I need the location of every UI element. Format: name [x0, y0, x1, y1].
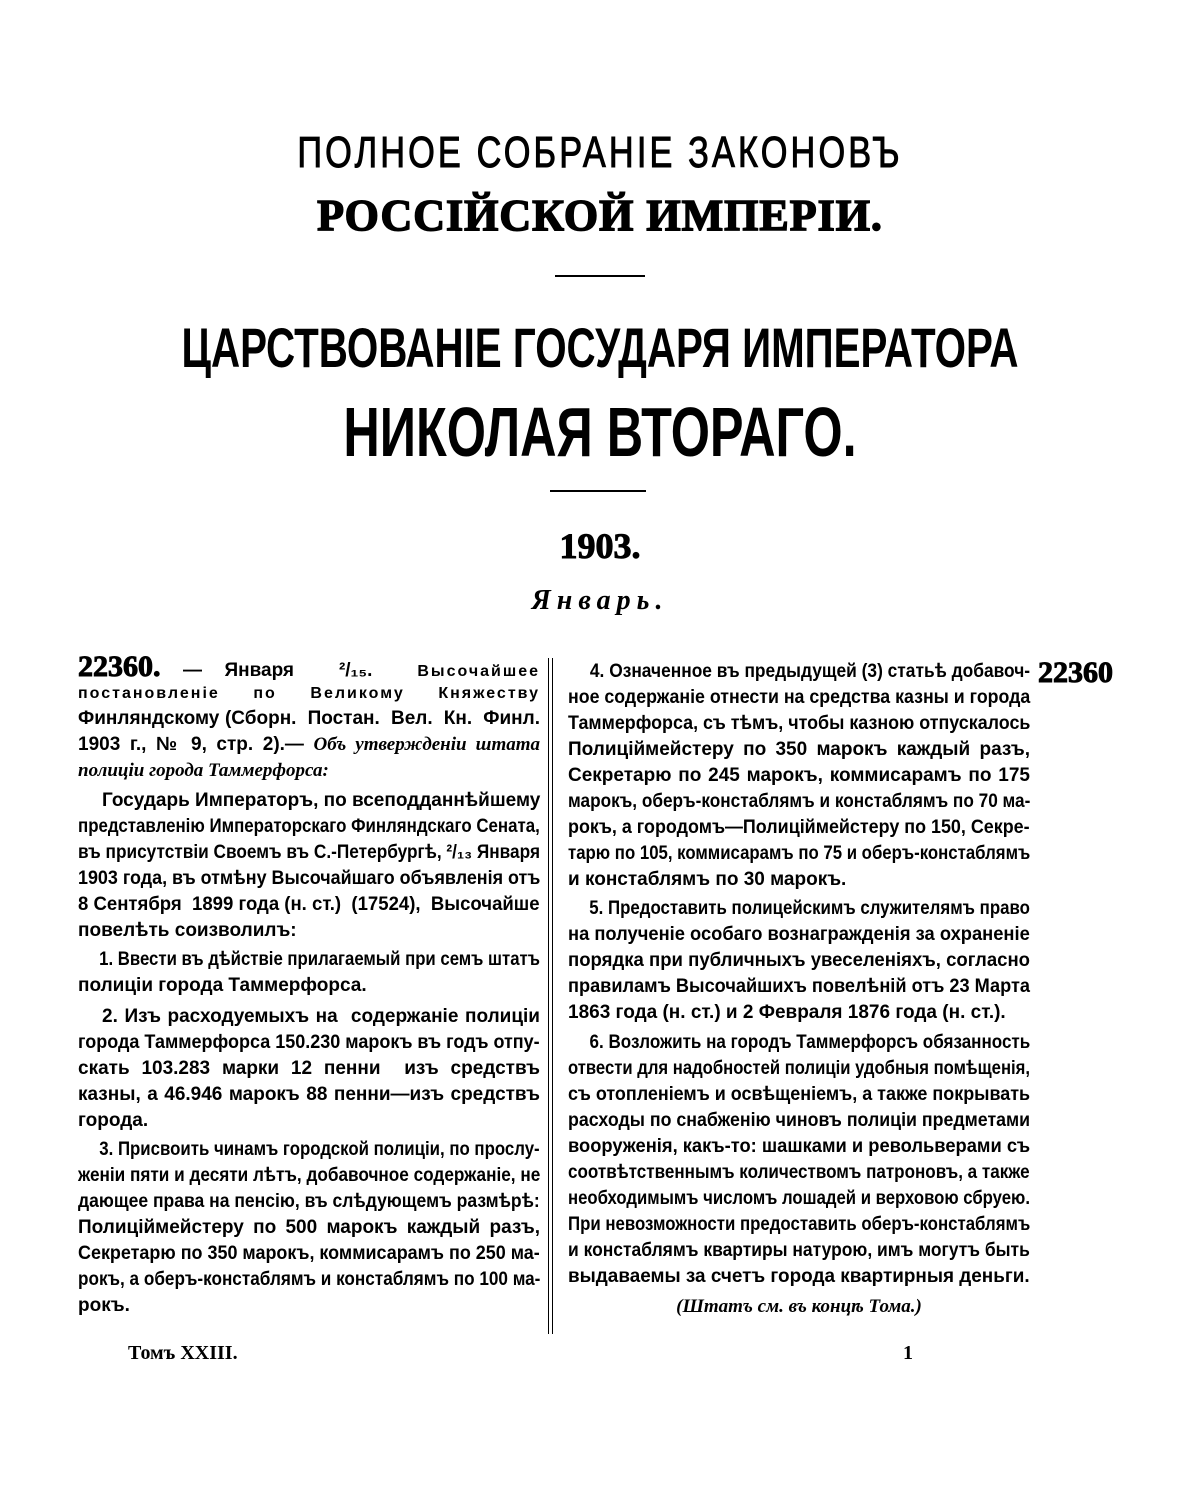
text-segment: ное содержаніе отнести на средства казны и города: [568, 687, 1031, 708]
text-segment: 6. Возложить на городъ Таммерфорсъ обязанность: [589, 1032, 1031, 1053]
text-segment: правиламъ Высочайшихъ повелѣній отъ 23 Марта: [568, 976, 1031, 997]
text-line: [568, 1160, 1030, 1186]
paragraph: [568, 659, 1030, 893]
text-segment: — Января ²/₁₅.: [160, 660, 418, 681]
text-segment: рокъ, а городомъ—Полиціймейстеру по 150, Секре-: [568, 817, 1030, 838]
text-segment: соотвѣтственнымъ количествомъ патроновъ, а также: [568, 1162, 1030, 1183]
paragraph: [78, 1137, 540, 1319]
text-line: [568, 1030, 1031, 1056]
text-line: [78, 892, 540, 918]
text-segment: 1863 года (н. ст.) и 2 Февраля 1876 года (н. ст.).: [568, 1002, 1006, 1023]
text-segment: казны, а 46.946 марокъ 88 пенни—изъ средствъ: [78, 1084, 540, 1105]
text-segment: 2. Изъ расходуемыхъ на содержаніе полиціи: [102, 1006, 540, 1027]
paragraph: [568, 896, 1030, 1026]
text-segment: 4. Означенное въ предыдущей (3) статьѣ добавоч-: [589, 661, 1031, 682]
text-segment: Государь Императоръ, по всеподданнѣйшему: [102, 790, 541, 811]
text-line: [78, 1030, 540, 1056]
text-line: [78, 758, 540, 784]
text-line: [568, 737, 1030, 763]
volume-label: Томъ XXIII.: [128, 1342, 238, 1364]
text-line: [78, 1189, 540, 1215]
text-line: [78, 947, 540, 973]
text-line: [568, 1108, 1031, 1134]
text-segment: 1903 года, въ отмѣну Высочайшаго объявленія отъ: [78, 868, 541, 889]
text-line: [568, 896, 1030, 922]
text-line: [568, 974, 1031, 1000]
law-number: 22360.: [78, 650, 161, 683]
text-line: [568, 1056, 1030, 1082]
text-segment: скать 103.283 марки 12 пенни изъ средствъ: [78, 1058, 540, 1079]
empire-title: РОССІЙСКОЙ ИМПЕРІИ.: [317, 191, 883, 240]
text-line: [78, 1137, 540, 1163]
text-segment: Таммерфорса, съ тѣмъ, чтобы казною отпускалось: [568, 713, 1031, 734]
text-line: [568, 815, 1030, 841]
text-segment: необходимымъ числомъ лошадей и верховою сбруею.: [568, 1188, 1030, 1209]
text-line: [78, 840, 541, 866]
text-line: [78, 680, 540, 706]
text-segment: 1. Ввести въ дѣйствіе прилагаемый при семъ штатъ: [99, 949, 540, 970]
text-segment: тарю по 105, коммисарамъ по 75 и оберъ-констаблямъ: [568, 843, 1031, 864]
text-line: [568, 789, 1031, 815]
text-line: [78, 1108, 540, 1134]
paragraph: [78, 947, 540, 999]
text-line: [78, 918, 540, 944]
text-line: [78, 814, 540, 840]
text-segment: полиціи города Таммерфорса:: [78, 760, 329, 781]
text-line: [568, 1134, 1031, 1160]
reign-title: ЦАРСТВОВАНІЕ ГОСУДАРЯ ИМПЕРАТОРА: [181, 316, 1019, 379]
text-line: [568, 841, 1031, 867]
text-segment: расходы по снабженію чиновъ полиціи предметами: [568, 1110, 1031, 1131]
text-line: [78, 706, 540, 732]
text-segment: постановленіе по Великому Княжеству: [78, 685, 540, 702]
text-line: [568, 1264, 1028, 1290]
text-line: [568, 867, 1030, 893]
text-segment: Секретарю по 350 марокъ, коммисарамъ по 250 ма-: [78, 1243, 540, 1264]
text-segment: порядка при публичныхъ увеселеніяхъ, согласно: [568, 950, 1031, 971]
text-segment: съ отопленіемъ и освѣщеніемъ, а также покрывать: [568, 1084, 1031, 1105]
text-segment: 1903 г., № 9, стр. 2).—: [78, 734, 314, 755]
text-segment: повелѣть соизволилъ:: [78, 920, 297, 941]
text-line: [78, 732, 540, 758]
text-line: [78, 1004, 540, 1030]
text-segment: При невозможности предоставить оберъ-констаблямъ: [568, 1214, 1031, 1235]
text-segment: 5. Предоставить полицейскимъ служителямъ право: [589, 898, 1030, 919]
text-segment: города Таммерфорса 150.230 марокъ въ годъ отпу-: [78, 1032, 540, 1053]
emperor-title: НИКОЛАЯ ВТОРАГО.: [343, 393, 857, 471]
margin-law-number: 22360: [1038, 656, 1113, 689]
paragraph: [568, 1030, 1030, 1290]
paragraph: [78, 788, 540, 944]
text-line: [568, 763, 1030, 789]
text-segment: Полиціймейстеру по 350 марокъ каждый разъ,: [568, 739, 1030, 760]
text-line: [568, 922, 1030, 948]
text-segment: 3. Присвоить чинамъ городской полиціи, по прослу-: [99, 1139, 540, 1160]
collection-title: ПОЛНОЕ СОБРАНІЕ ЗАКОНОВЪ: [297, 128, 903, 177]
text-segment: дающее права на пенсію, въ слѣдующемъ размѣрѣ:: [78, 1191, 540, 1212]
divider-rule: [555, 275, 645, 277]
text-segment: и констаблямъ по 30 марокъ.: [568, 869, 847, 890]
text-line: [78, 1241, 540, 1267]
text-line: [78, 788, 540, 814]
year-heading: 1903.: [559, 526, 641, 566]
text-segment: рокъ, а оберъ-констаблямъ и констаблямъ по 100 ма-: [78, 1269, 541, 1290]
text-segment: 8 Сентября 1899 года (н. ст.) (17524), Высочайше: [78, 894, 540, 915]
text-segment: выдаваемы за счетъ города квартирныя деньги.: [568, 1266, 1030, 1287]
divider-rule: [550, 490, 646, 492]
text-segment: полиціи города Таммерфорса.: [78, 975, 367, 996]
text-line: [78, 1163, 541, 1189]
paragraph: [78, 650, 540, 784]
text-segment: вооруженія, какъ-то: шашками и револьверами съ: [568, 1136, 1031, 1157]
month-heading: Январь.: [531, 585, 669, 616]
text-line: [568, 1212, 1031, 1238]
text-segment: Секретарю по 245 марокъ, коммисарамъ по 175: [568, 765, 1030, 786]
text-line: [568, 711, 1031, 737]
text-line: [78, 973, 540, 999]
text-line: [78, 1267, 541, 1293]
text-segment: Высочайшее: [417, 663, 540, 680]
column-divider: [548, 658, 553, 1334]
text-line: [78, 650, 540, 683]
text-line: [568, 1082, 1031, 1108]
text-line: [568, 1186, 1030, 1212]
page-number: 1: [903, 1342, 913, 1364]
staff-note: (Штатъ см. въ концѣ Тома.): [676, 1296, 922, 1317]
text-line: [78, 1056, 540, 1082]
text-segment: марокъ, оберъ-констаблямъ и констаблямъ по 70 ма-: [568, 791, 1031, 812]
text-segment: на полученіе особаго вознагражденія за охраненіе: [568, 924, 1030, 945]
text-segment: Полиціймейстеру по 500 марокъ каждый разъ,: [78, 1217, 540, 1238]
text-line: [568, 659, 1031, 685]
text-line: [568, 1000, 1030, 1026]
text-segment: отвести для надобностей полиціи удобныя помѣщенія,: [568, 1058, 1030, 1079]
text-segment: въ присутствіи Своемъ въ С.-Петербургѣ, ²/₁₃ Января: [78, 842, 541, 863]
text-segment: женіи пяти и десяти лѣтъ, добавочное содержаніе, не: [78, 1165, 541, 1186]
text-line: [78, 1293, 540, 1319]
text-line: [78, 1082, 540, 1108]
text-segment: Объ утвержденіи штата: [313, 734, 540, 755]
text-line: [568, 685, 1031, 711]
text-line: [78, 1215, 540, 1241]
text-line: [78, 866, 541, 892]
text-segment: Финляндскому (Сборн. Постан. Вел. Кн. Финл.: [78, 708, 540, 729]
text-line: [568, 1238, 1030, 1264]
text-segment: представленію Императорскаго Финляндскаго Сената,: [78, 816, 540, 837]
text-segment: и констаблямъ квартиры натурою, имъ могутъ быть: [568, 1240, 1030, 1261]
text-segment: города.: [78, 1110, 149, 1131]
text-segment: рокъ.: [78, 1295, 130, 1316]
text-line: [568, 948, 1031, 974]
paragraph: [78, 1004, 540, 1134]
